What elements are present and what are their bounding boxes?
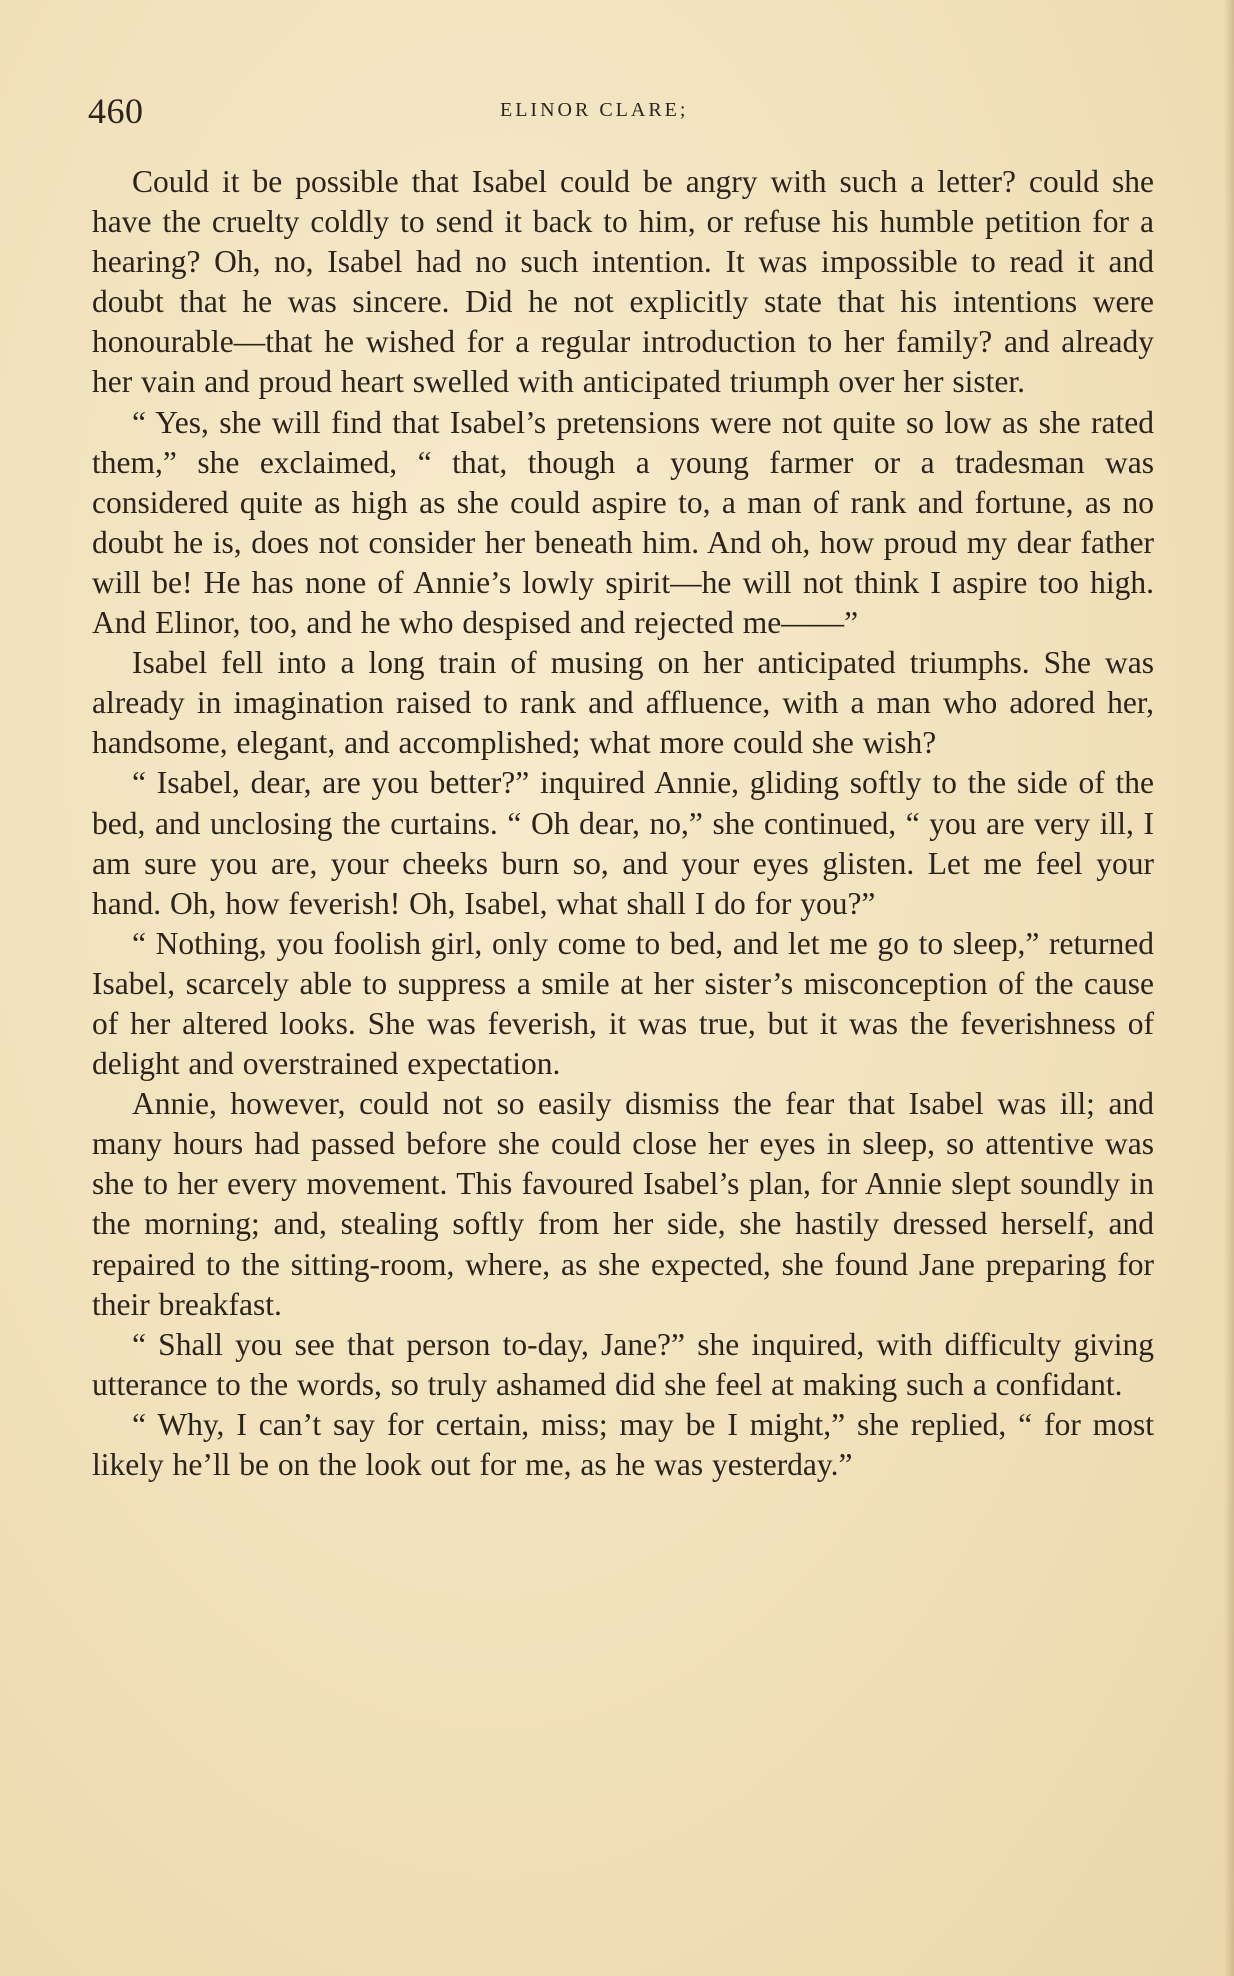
paragraph: Annie, however, could not so easily dismiss the fear that Isabel was ill; and many hours had passed before she could close her eyes in sleep, so attentive was she to her every movement. This favoured Isabel’s plan, for Annie slept soundly in the morning; and, stealing softly from her side, she hastily dressed herself, and repaired to the sitting-room, where, as she expected, she found Jane preparing for their breakfast.: [92, 1086, 1154, 1322]
paragraph: “ Why, I can’t say for certain, miss; may be I might,” she replied, “ for most likely he’ll be on the look out for me, as he was yesterday.”: [92, 1406, 1154, 1482]
paragraph: “ Isabel, dear, are you better?” inquired Annie, gliding softly to the side of the bed, and unclosing the curtains. “ Oh dear, no,” she continued, “ you are very ill, I am sure you are, your cheeks burn so, and your eyes glisten. Let me feel your hand. Oh, how feverish! Oh, Isabel, what shall I do for you?”: [92, 765, 1154, 921]
running-title: ELINOR CLARE;: [500, 99, 689, 121]
paragraph: “ Nothing, you foolish girl, only come to bed, and let me go to sleep,” returned Isabel, scarcely able to suppress a smile at her sister’s misconception of the cause of her altered looks. She was feverish, it was true, but it was the feverishness of delight and overstrained expectation.: [92, 925, 1154, 1082]
page-edge-shadow: [1224, 0, 1234, 1976]
body-text: [92, 162, 1154, 1485]
paragraph: Could it be possible that Isabel could be angry with such a letter? could she have the cruelty coldly to send it back to him, or refuse his humble petition for a hearing? Oh, no, Isabel had no such intention. It was impossible to read it and doubt that he was sincere. Did he not explicitly state that his intentions were honourable—that he wished for a regular introduction to her family? and already her vain and proud heart swelled with anticipated triumph over her sister.: [92, 164, 1154, 400]
paragraph: “ Shall you see that person to-day, Jane?” she inquired, with difficulty giving utterance to the words, so truly ashamed did she feel at making such a confidant.: [92, 1326, 1154, 1402]
paragraph: Isabel fell into a long train of musing on her anticipated triumphs. She was already in imagination raised to rank and affluence, with a man who adored her, handsome, elegant, and accomplished; what more could she wish?: [92, 645, 1154, 761]
page-number: 460: [88, 91, 144, 131]
paragraph: “ Yes, she will find that Isabel’s pretensions were not quite so low as she rated them,” she exclaimed, “ that, though a young farmer or a tradesman was considered quite as high as she could aspire to, a man of rank and fortune, as no doubt he is, does not consider her beneath him. And oh, how proud my dear father will be! He has none of Annie’s lowly spirit—he will not think I aspire too high. And Elinor, too, and he who despised and rejected me——”: [92, 404, 1154, 641]
running-head: [88, 90, 1154, 140]
